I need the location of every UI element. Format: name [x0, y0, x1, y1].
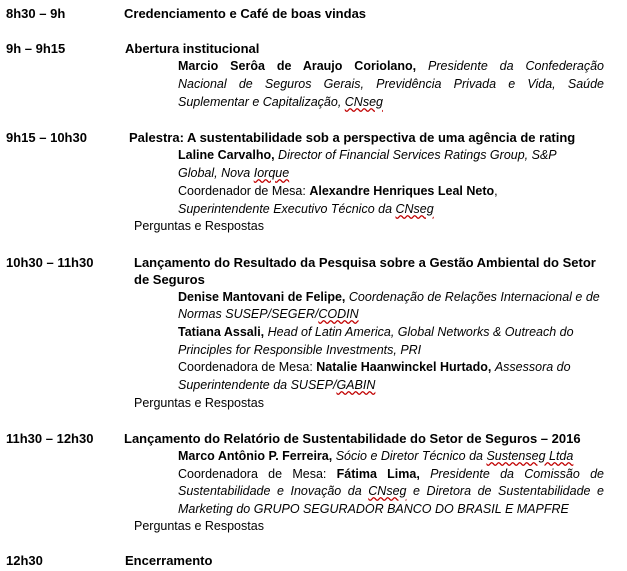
session-time: 10h30 – 11h30: [6, 255, 94, 270]
role-text: Superintendente da SUSEP/: [178, 378, 337, 392]
speaker-line: [178, 148, 557, 162]
speaker-role-line: [178, 307, 359, 321]
speaker-role-line: Nacional de Seguros Gerais, Previdência Privada e Vida, Saúde: [178, 77, 604, 91]
role-text: Global, Nova: [178, 166, 254, 180]
speaker-line: [178, 449, 573, 463]
coordinator-line: [178, 184, 498, 198]
speaker-role-line: [178, 95, 383, 109]
coordinator-name: Alexandre Henriques Leal Neto: [309, 184, 495, 198]
coordinator-name: Fátima Lima,: [336, 467, 420, 481]
session-time: 12h30: [6, 553, 43, 568]
session-time: 11h30 – 12h30: [6, 431, 94, 446]
coordinator-label: Coordenadora de Mesa:: [178, 360, 317, 374]
city-name: Iorque: [253, 166, 290, 180]
qa-label: Perguntas e Respostas: [134, 219, 264, 233]
role-text: Sócio e Diretor Técnico da: [335, 449, 487, 463]
coordinator-role-line: [178, 378, 375, 392]
qa-label: Perguntas e Respostas: [134, 519, 264, 533]
speaker-role: Head of Latin America, Global Networks & Outreach do: [267, 325, 574, 339]
session-title: Abertura institucional: [125, 41, 260, 56]
speaker-role-line: Principles for Responsible Investments, PRI: [178, 343, 422, 357]
coordinator-role-line: [178, 202, 434, 216]
speaker-role: Director of Financial Services Ratings Group, S&P: [278, 148, 557, 162]
org-abbrev: CNseg: [344, 95, 383, 109]
speaker-line: [178, 325, 574, 339]
speaker-role: Coordenação de Relações Internacional e de: [348, 290, 600, 304]
session-title: Lançamento do Relatório de Sustentabilidade do Setor de Seguros – 2016: [124, 431, 581, 446]
speaker-name: Laline Carvalho,: [178, 148, 275, 162]
coordinator-role-line: Marketing do GRUPO SEGURADOR BANCO DO BRASIL E MAPFRE: [178, 502, 569, 516]
coordinator-label: Coordenador de Mesa:: [178, 184, 310, 198]
speaker-name: Marcio Serôa de Araujo Coriolano,: [178, 59, 417, 73]
speaker-role: [336, 449, 574, 463]
speaker-role: Presidente da Confederação: [428, 59, 605, 73]
coordinator-label: Coordenadora de Mesa:: [178, 467, 337, 481]
punctuation: ,: [494, 184, 498, 198]
company-name: Sustenseg Ltda: [486, 449, 574, 463]
speaker-line: [178, 59, 604, 73]
coordinator-role: Assessora do: [494, 360, 571, 374]
session-title: Palestra: A sustentabilidade sob a perspectiva de uma agência de rating: [129, 130, 576, 145]
session-title: Credenciamento e Café de boas vindas: [124, 6, 367, 21]
coordinator-role-line: [178, 484, 604, 498]
qa-label: Perguntas e Respostas: [134, 396, 264, 410]
session-title: Lançamento do Resultado da Pesquisa sobre a Gestão Ambiental do Setor: [134, 255, 596, 270]
speaker-name: Marco Antônio P. Ferreira,: [178, 449, 333, 463]
speaker-name: Tatiana Assali,: [178, 325, 265, 339]
speaker-role-line: [178, 166, 289, 180]
session-time: 9h15 – 10h30: [6, 130, 87, 145]
role-text: Superintendente Executivo Técnico da: [178, 202, 396, 216]
session-time: 8h30 – 9h: [6, 6, 66, 21]
org-abbrev: CNseg: [395, 202, 434, 216]
coordinator-name: Natalie Haanwinckel Hurtado,: [316, 360, 492, 374]
role-text: Sustentabilidade e Inovação da: [178, 484, 369, 498]
role-text: Normas SUSEP/SEGER/: [178, 307, 319, 321]
org-abbrev: GABIN: [336, 378, 376, 392]
session-title-line2: de Seguros: [134, 272, 205, 287]
speaker-line: [178, 290, 600, 304]
coordinator-line: [178, 360, 571, 374]
role-text: Suplementar e Capitalização,: [178, 95, 345, 109]
coordinator-line: [178, 467, 604, 481]
org-abbrev: CNseg: [368, 484, 407, 498]
session-title: Encerramento: [125, 553, 213, 568]
coordinator-role: Presidente da Comissão de: [430, 467, 604, 481]
speaker-name: Denise Mantovani de Felipe,: [178, 290, 346, 304]
org-abbrev: CODIN: [318, 307, 359, 321]
role-text: e Diretora de Sustentabilidade e: [406, 484, 604, 498]
session-time: 9h – 9h15: [6, 41, 66, 56]
